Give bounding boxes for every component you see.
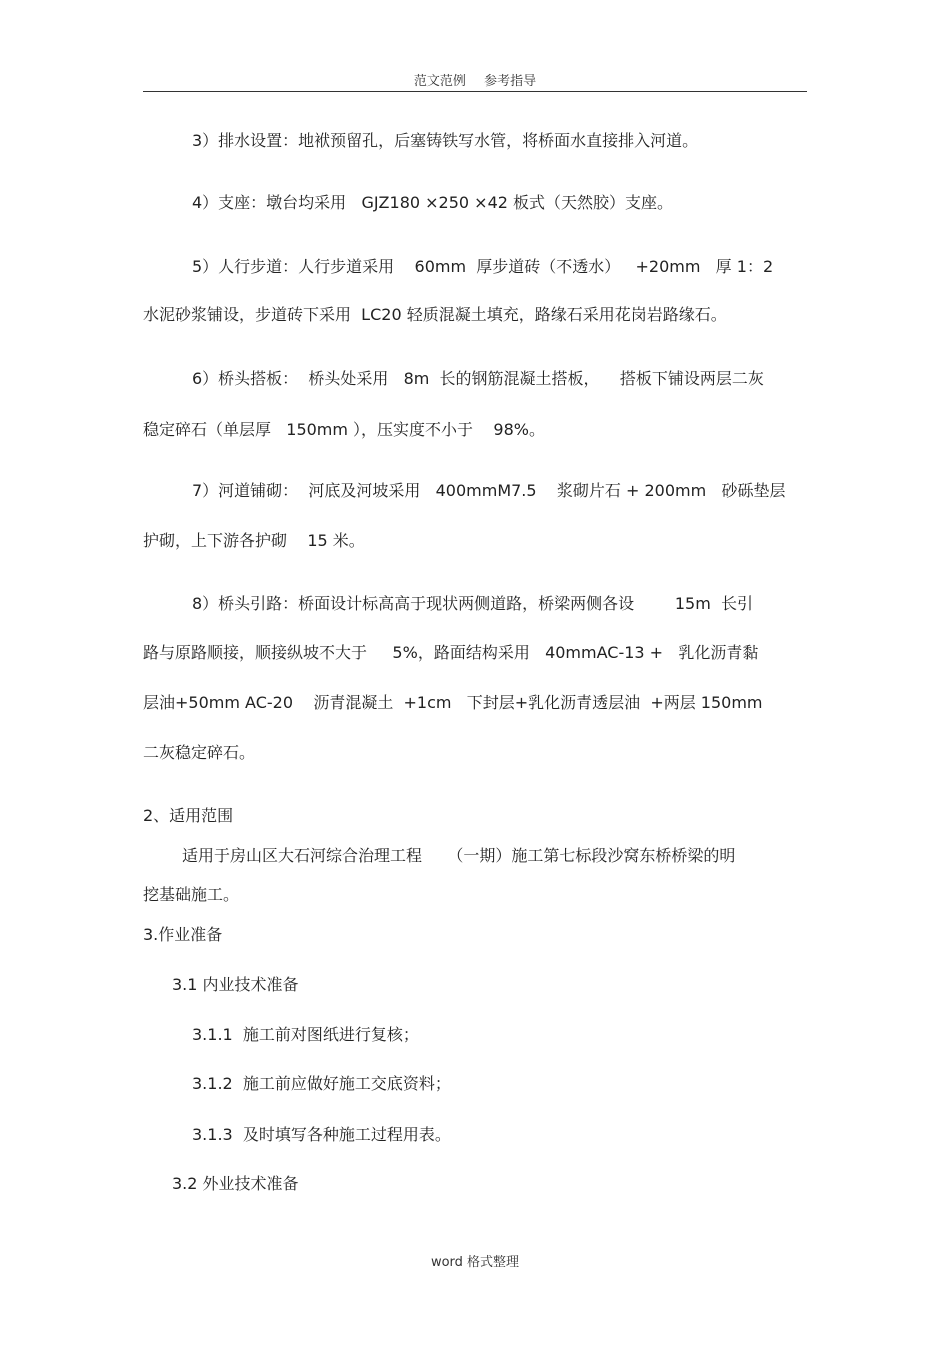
section-heading: 3.作业准备: [143, 925, 223, 944]
section-heading: 2、适用范围: [143, 806, 234, 825]
subsection-heading: 3.2 外业技术准备: [172, 1174, 299, 1193]
header-left-text: 范文范例: [413, 74, 466, 89]
list-item: 3.1.1 施工前对图纸进行复核；: [192, 1025, 419, 1044]
subsection-heading: 3.1 内业技术准备: [172, 975, 299, 994]
paragraph-line: 4）支座：墩台均采用 GJZ180 ×250 ×42 板式（天然胶）支座。: [192, 193, 674, 212]
paragraph-line: 层油+50mm AC-20 沥青混凝土 +1cm 下封层+乳化沥青透层油 +两层 150mm: [143, 693, 763, 712]
paragraph-line: 护砌，上下游各护砌 15 米。: [143, 531, 365, 550]
page-header: [0, 70, 950, 89]
list-item: 3.1.3 及时填写各种施工过程用表。: [192, 1125, 451, 1144]
paragraph-line: 5）人行步道：人行步道采用 60mm 厚步道砖（不透水） +20mm 厚 1：2: [192, 257, 774, 276]
page-footer: word 格式整理: [430, 1255, 520, 1270]
paragraph-line: 适用于房山区大石河综合治理工程 （一期）施工第七标段沙窝东桥桥梁的明: [182, 846, 736, 865]
paragraph-line: 7）河道铺砌： 河底及河坡采用 400mmM7.5 浆砌片石 + 200mm 砂砾垫层: [192, 481, 786, 500]
header-divider: [143, 91, 807, 92]
paragraph-line: 挖基础施工。: [143, 885, 240, 904]
paragraph-line: 水泥砂浆铺设，步道砖下采用 LC20 轻质混凝土填充，路缘石采用花岗岩路缘石。: [143, 305, 727, 324]
paragraph-line: 稳定碎石（单层厚 150mm ），压实度不小于 98%。: [143, 420, 545, 439]
paragraph-line: 二灰稳定碎石。: [143, 743, 256, 762]
paragraph-line: 8）桥头引路：桥面设计标高高于现状两侧道路，桥梁两侧各设 15m 长引: [192, 594, 753, 613]
header-right-text: 参考指导: [484, 74, 537, 89]
list-item: 3.1.2 施工前应做好施工交底资料；: [192, 1074, 451, 1093]
paragraph-line: 6）桥头搭板： 桥头处采用 8m 长的钢筋混凝土搭板， 搭板下铺设两层二灰: [192, 369, 764, 388]
paragraph-line: 路与原路顺接，顺接纵坡不大于 5%，路面结构采用 40mmAC-13 + 乳化沥青黏: [143, 643, 759, 662]
paragraph-line: 3）排水设置：地袱预留孔，后塞铸铁写水管，将桥面水直接排入河道。: [192, 131, 699, 150]
